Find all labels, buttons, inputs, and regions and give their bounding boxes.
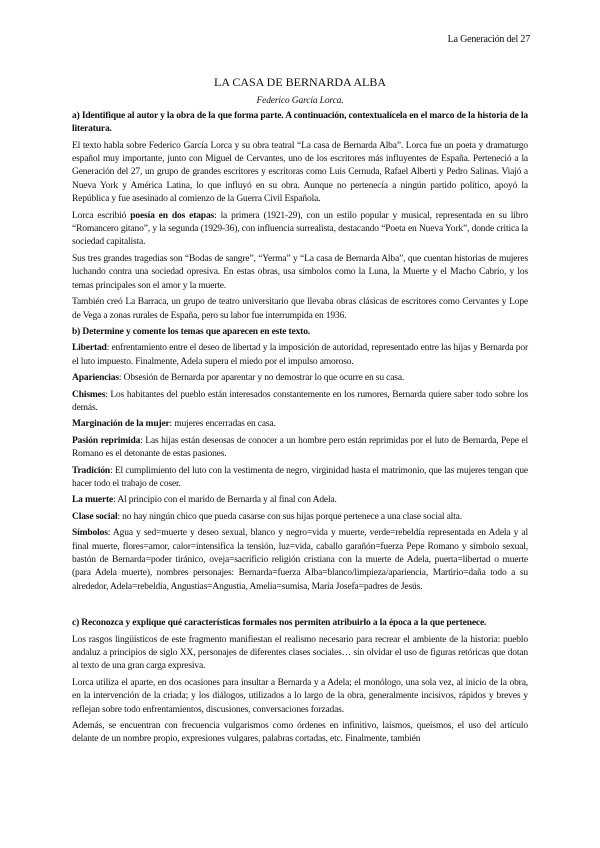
theme-term: Pasión reprimida [72, 435, 141, 446]
theme-term: Tradición [72, 465, 111, 476]
theme-description: : El cumplimiento del luto con la vestimenta de negro, virginidad hasta el matrimonio, que las mujeres tengan que hacer todo el trabajo de coser. [72, 465, 528, 489]
theme-term: La muerte [72, 495, 114, 506]
theme-description: : Los habitantes del pueblo están interesados constantemente en los rumores, Bernarda quiere saber todo sobre los demás. [72, 389, 528, 413]
theme-term: Clase social [72, 511, 118, 522]
theme-description: : mujeres encerradas en casa. [169, 419, 276, 430]
theme-description: : Obsesión de Bernarda por aparentar y no demostrar lo que ocurre en su casa. [118, 373, 405, 384]
section-spacer [72, 597, 528, 617]
theme-item [72, 435, 528, 462]
paragraph-c2: Lorca utiliza el aparte, en dos ocasiones para insultar a Bernarda y a Adela; el monólogo, una sola vez, al inicio de la obra, en la intervención de la criada; y los diálogos, utilizados a lo largo de la obra, generalmente incisivos, rápidos y breves y reflejan sobre todo enfrentamientos, discusiones, conversaciones forzadas. [72, 677, 528, 715]
theme-item [72, 511, 528, 524]
theme-item [72, 527, 528, 594]
paragraph-c1: Los rasgos lingüísticos de este fragmento manifiestan el realismo necesario para recrear el ambiente de la historia: pueblo andaluz a principios de siglo XX, personajes de diferentes clases sociales… sin olvidar el uso de figuras retóricas que dotan al texto de una gran carga expresiva. [72, 634, 528, 672]
theme-term: Chismes [72, 389, 106, 400]
theme-item [72, 465, 528, 492]
question-b: b) Determine y comente los temas que aparecen en este texto. [72, 326, 311, 337]
paragraph-a4: También creó La Barraca, un grupo de teatro universitario que llevaba obras clásicas de escritores como Cervantes y Lope de Vega a zonas rurales de España, pero su labor fue interrumpida en 1936. [72, 297, 528, 321]
author-line: Federico García Lorca. [256, 96, 344, 107]
question-a: a) Identifique al autor y la obra de la que forma parte. A continuación, contextualícela en el marco de la historia de la literatura. [72, 110, 528, 135]
paragraph-a1: El texto habla sobre Federico García Lorca y su obra teatral “La casa de Bernarda Alba”. Lorca fue un poeta y dramaturgo español muy importante, junto con Miguel de Cervantes, uno de los escritores más influyentes de España. Perteneció a la Generación del 27, un grupo de grandes escritores y escritoras como Luis Cernuda, Rafael Alberti y Pedro Salinas. Viajó a Nueva York y América Latina, lo que influyó en su obra. Aunque no pertenecía a ningún partido político, apoyó la República y fue asesinado al comienzo de la Guerra Civil Española. [72, 140, 528, 205]
theme-description: : Al principio con el marido de Bernarda y al final con Adela. [113, 495, 337, 506]
theme-item [72, 372, 528, 385]
theme-item [72, 389, 528, 416]
theme-description: : no hay ningún chico que pueda casarse con sus hijas porque pertenece a una clase social alta. [117, 511, 462, 522]
theme-term: Apariencias [72, 373, 119, 384]
document-body [72, 76, 528, 750]
theme-term: Marginación de la mujer [72, 419, 170, 430]
theme-description: : enfrentamiento entre el deseo de libertad y la imposición de autoridad, representado entre las hijas y Bernarda por el luto impuesto. Finalmente, Adela supera el miedo por el impulso amoroso. [72, 343, 528, 367]
theme-description: : Agua y sed=muerte y deseo sexual, blanco y negro=vida y muerte, verde=rebeldía representada en Adela y al final muerte, flores=amor, calor=intensifica la tensión, luz=vida, caballo garañón=fuerza Pepe Romano y símbolo sexual, bastón de Bernarda=poder tiránico, oveja=sacrificio religión cristiana con la muerte de Adela, puerta=libertad o muerte (para Adela muerte), nombres personajes: Bernarda=fuerza Alba=blanco/limpieza/apariencia, Martirio=daña todo a su alrededor, Adela=rebeldía, Angustias=Angustia, Amelia=sumisa, María Josefa=padres de Jesús. [72, 528, 528, 592]
paragraph-a3: Sus tres grandes tragedias son “Bodas de sangre”, “Yerma” y “La casa de Bernarda Alba”, que cuentan historias de mujeres luchando contra una sociedad opresiva. En estas obras, usa símbolos como la Luna, la Muerte y el Macho Cabrío, y los temas principales son el amor y la muerte. [72, 253, 528, 291]
theme-term: Símbolos [72, 528, 108, 539]
themes-list [72, 342, 528, 594]
theme-description: : Las hijas están deseosas de conocer a un hombre pero están reprimidas por el luto de Bernarda, Pepe el Romano es el detonante de estas pasiones. [72, 435, 528, 460]
theme-item [72, 418, 528, 431]
question-c: c) Reconozca y explique qué características formales nos permiten atribuirlo a la época a la que pertenece. [72, 618, 487, 629]
poetry-stages-term: poesía en dos etapas [130, 210, 215, 221]
paragraph-a2: Lorca escribió poesía en dos etapas: la primera (1921-29), con un estilo popular y musical, representada en su libro “Romancero gitano”, y la segunda (1929-36), con influencia surrealista, destacando “Poeta en Nueva York”, donde critica la sociedad capitalista. [72, 210, 528, 248]
theme-item [72, 342, 528, 369]
theme-term: Libertad [72, 343, 107, 354]
running-header: La Generación del 27 [447, 34, 530, 45]
paragraph-c3: Además, se encuentran con frecuencia vulgarismos como órdenes en infinitivo, laísmos, queísmos, el uso del artículo delante de un nombre propio, expresiones vulgares, palabras cortadas, etc. Finalmente, también [72, 721, 528, 745]
page-title: LA CASA DE BERNARDA ALBA [213, 75, 387, 89]
theme-item [72, 494, 528, 507]
